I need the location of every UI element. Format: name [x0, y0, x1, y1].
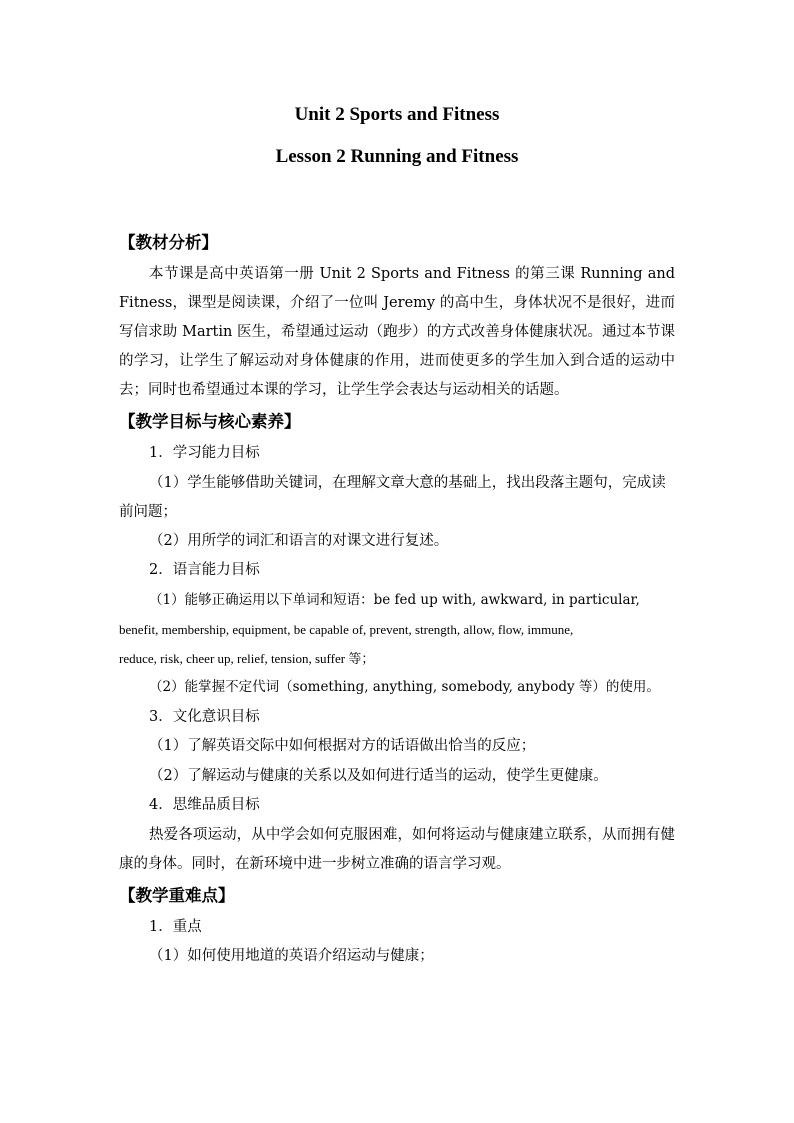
goal-2-item-a-line2: benefit, membership, equipment, be capable of, prevent, strength, allow, flow, immune, [119, 622, 574, 637]
goal-3-item-a: （1）了解英语交际中如何根据对方的话语做出恰当的反应； [149, 738, 536, 754]
section-heading-goals: 【教学目标与核心素养】 [119, 412, 301, 431]
goal-2-item-a-line1: （1）能够正确运用以下单词和短语：be fed up with, awkward, in particular, [149, 591, 640, 608]
goal-3-item-b: （2）了解运动与健康的关系以及如何进行适当的运动，使学生更健康。 [149, 767, 608, 784]
section-heading-keypoints: 【教学重难点】 [119, 885, 235, 905]
document-title: Unit 2 Sports and Fitness [294, 104, 500, 125]
section-heading-analysis: 【教材分析】 [119, 233, 218, 252]
keypoint-1-title: 1．重点 [149, 918, 202, 935]
goal-1-item-b: （2）用所学的词汇和语言的对课文进行复述。 [149, 532, 449, 549]
goal-2-item-b: （2）能掌握不定代词（something, anything, somebody, anybody 等）的使用。 [149, 679, 660, 695]
goal-3-title: 3．文化意识目标 [149, 708, 260, 725]
goal-4-title: 4．思维品质目标 [149, 797, 260, 813]
analysis-paragraph: 本节课是高中英语第一册 Unit 2 Sports and Fitness 的第三课 Running and Fitness，课型是阅读课，介绍了一位叫 Jeremy 的高中生，身体状况不是很好，进而写信求助 Martin 医生，希望通过运动（跑步）的方式改善身体健康状况。通过本节课的学习，让学生了解运动对身体健康的作用，进而使更多的学生加入到合适的运动中去；同时也希望通过本课的学习，让学生学会表达与运动相关的话题。 [119, 266, 675, 398]
document-body [119, 226, 675, 972]
goal-2-item-a-line3: reduce, risk, cheer up, relief, tension, suffer 等； [119, 651, 375, 666]
goal-1-title: 1．学习能力目标 [149, 445, 260, 461]
document-subtitle: Lesson 2 Running and Fitness [275, 146, 519, 167]
goal-2-title: 2．语言能力目标 [149, 562, 260, 578]
goal-1-item-a: （1）学生能够借助关键词，在理解文章大意的基础上，找出段落主题句，完成读前问题； [119, 474, 666, 520]
keypoint-1-item-a: （1）如何使用地道的英语介绍运动与健康； [149, 948, 434, 964]
goal-4-paragraph: 热爱各项运动，从中学会如何克服困难，如何将运动与健康建立联系，从而拥有健康的身体。同时，在新环境中进一步树立准确的语言学习观。 [119, 826, 675, 872]
